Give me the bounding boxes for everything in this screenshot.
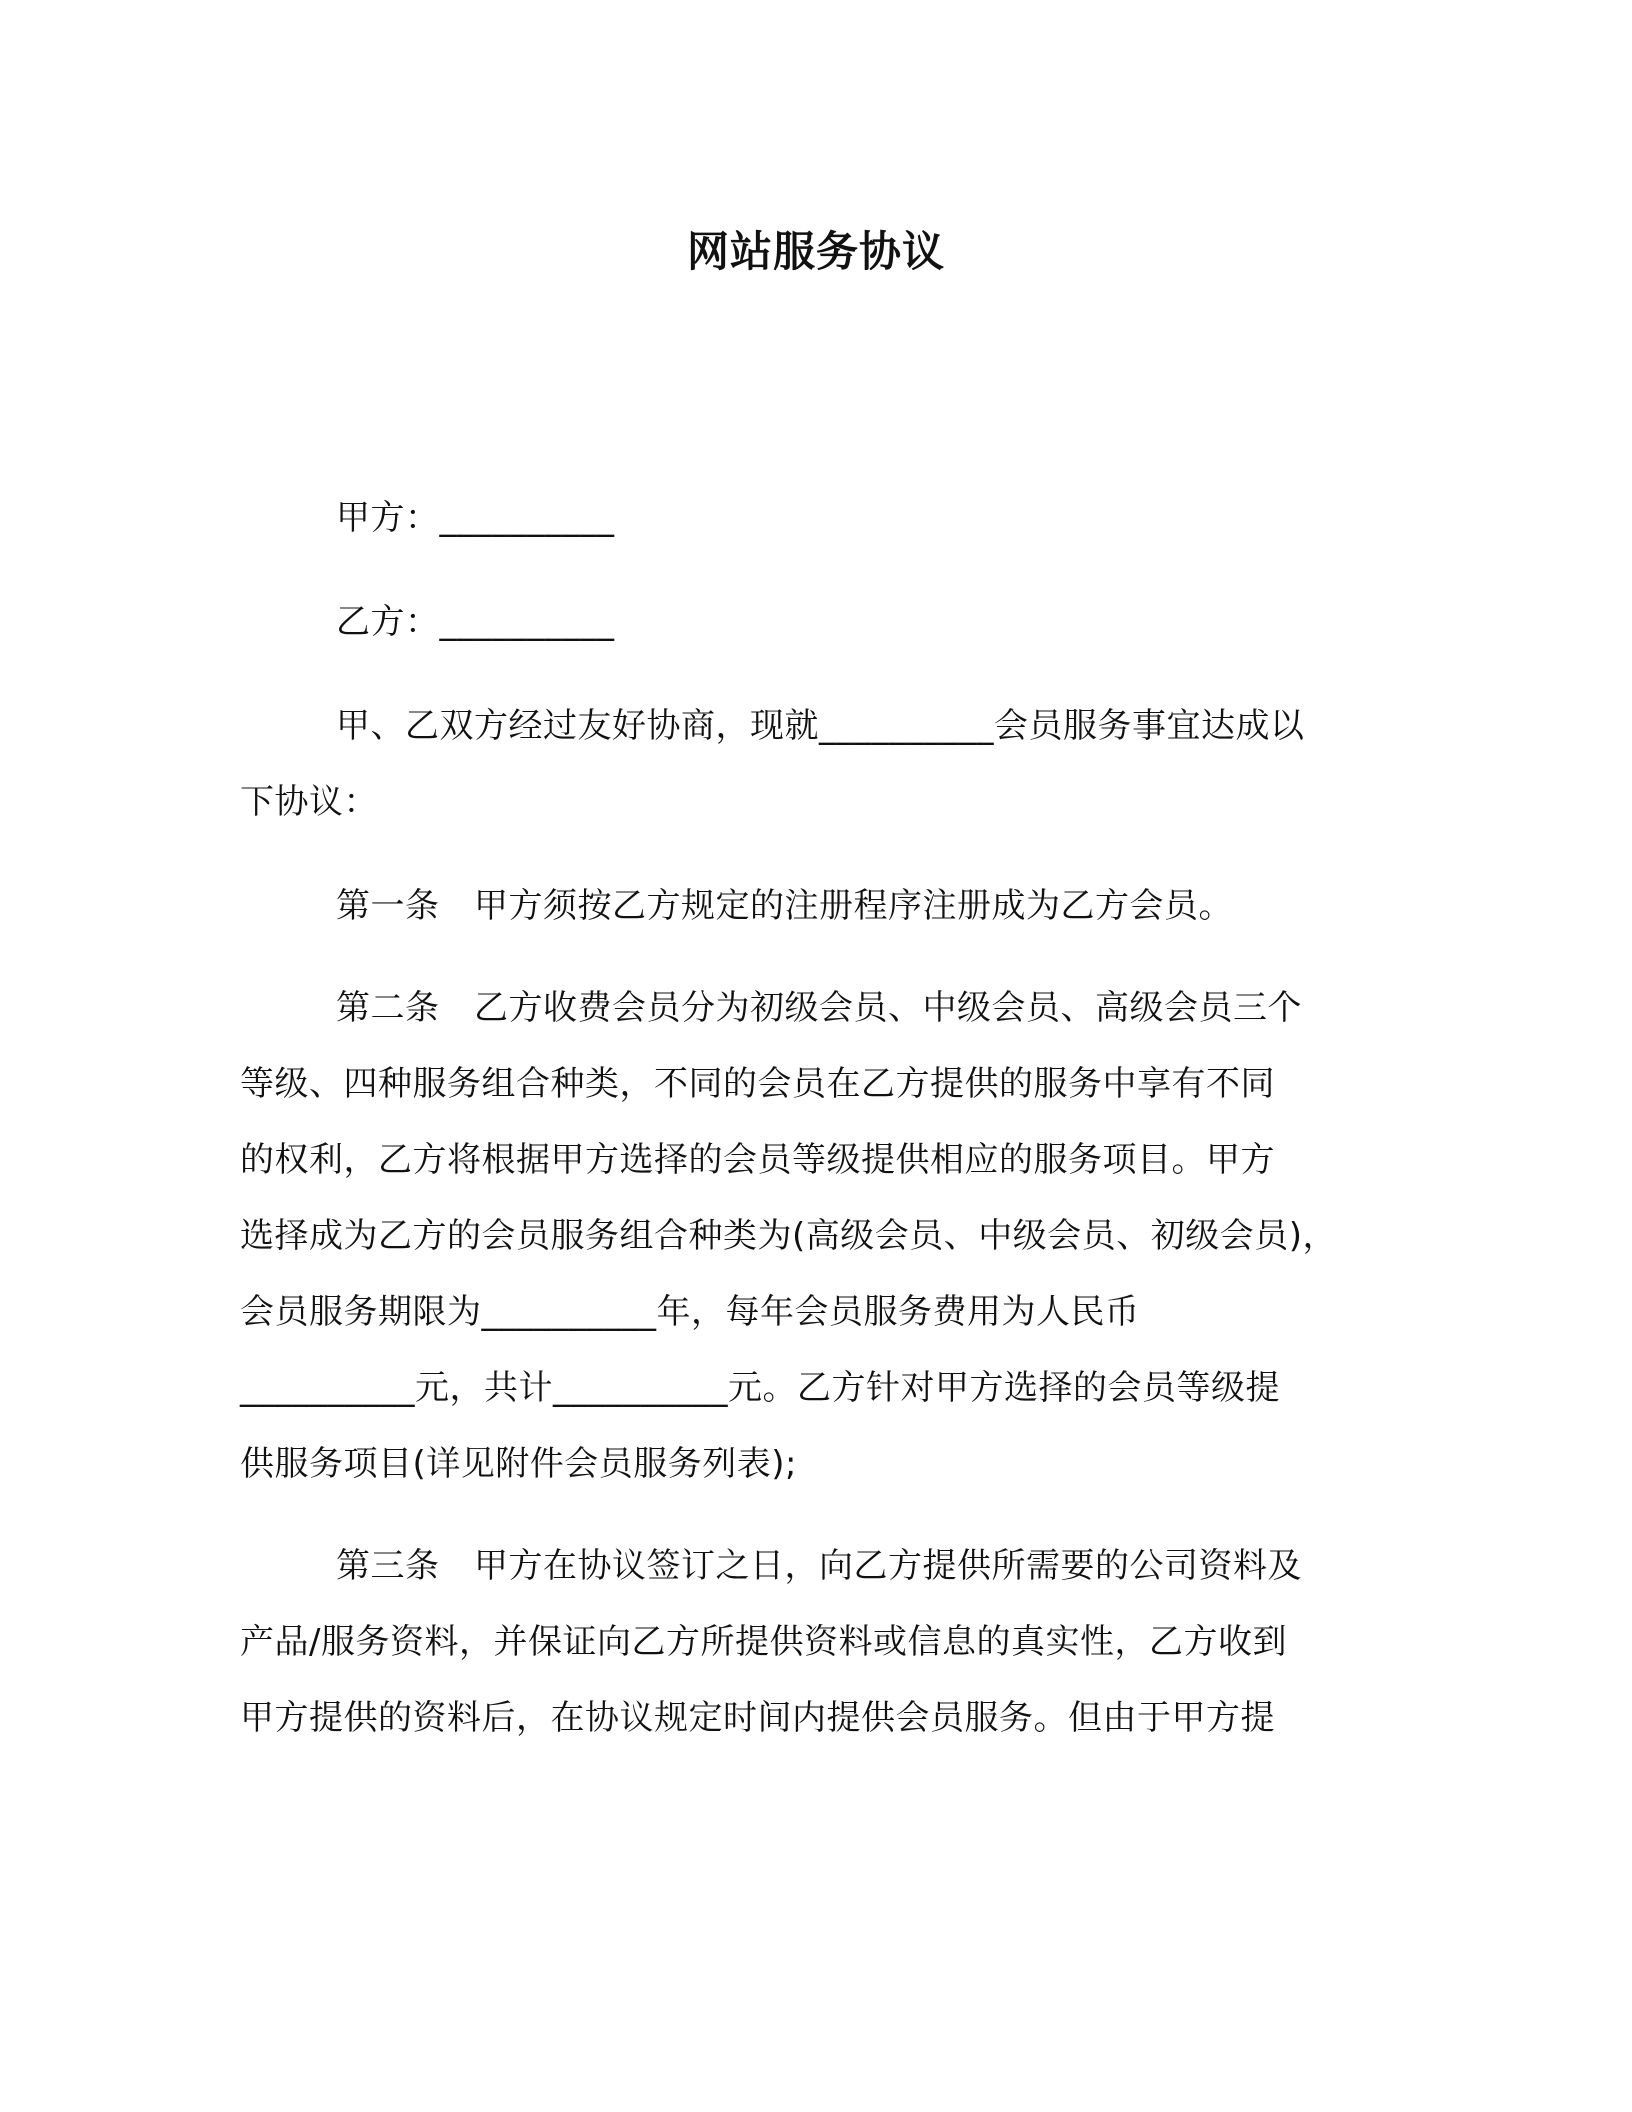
- preamble-line-1: 甲、乙双方经过友好协商，现就__________会员服务事宜达成以: [336, 706, 1305, 746]
- article-2-line-2: 等级、四种服务组合种类，不同的会员在乙方提供的服务中享有不同: [240, 1064, 1275, 1104]
- article-2-line-7: 供服务项目(详见附件会员服务列表);: [240, 1444, 797, 1484]
- article-2-line-1: 第二条 乙方收费会员分为初级会员、中级会员、高级会员三个: [336, 988, 1302, 1028]
- document-title: 网站服务协议: [686, 227, 945, 276]
- article-2-line-5: 会员服务期限为__________年，每年会员服务费用为人民币: [240, 1292, 1140, 1332]
- article-2-line-4: 选择成为乙方的会员服务组合种类为(高级会员、中级会员、初级会员)，: [240, 1216, 1338, 1256]
- article-1-line-1: 第一条 甲方须按乙方规定的注册程序注册成为乙方会员。: [336, 886, 1233, 926]
- article-2-line-6: __________元，共计__________元。乙方针对甲方选择的会员等级提: [240, 1368, 1280, 1408]
- party-a-line: 甲方：__________: [336, 498, 615, 538]
- party-b-line: 乙方：__________: [336, 602, 615, 642]
- article-2-line-3: 的权利，乙方将根据甲方选择的会员等级提供相应的服务项目。甲方: [240, 1140, 1275, 1180]
- preamble-line-2: 下协议：: [240, 782, 378, 822]
- article-3-line-1: 第三条 甲方在协议签订之日，向乙方提供所需要的公司资料及: [336, 1546, 1302, 1586]
- article-3-line-2: 产品/服务资料，并保证向乙方所提供资料或信息的真实性，乙方收到: [240, 1622, 1287, 1662]
- article-3-line-3: 甲方提供的资料后，在协议规定时间内提供会员服务。但由于甲方提: [240, 1698, 1275, 1738]
